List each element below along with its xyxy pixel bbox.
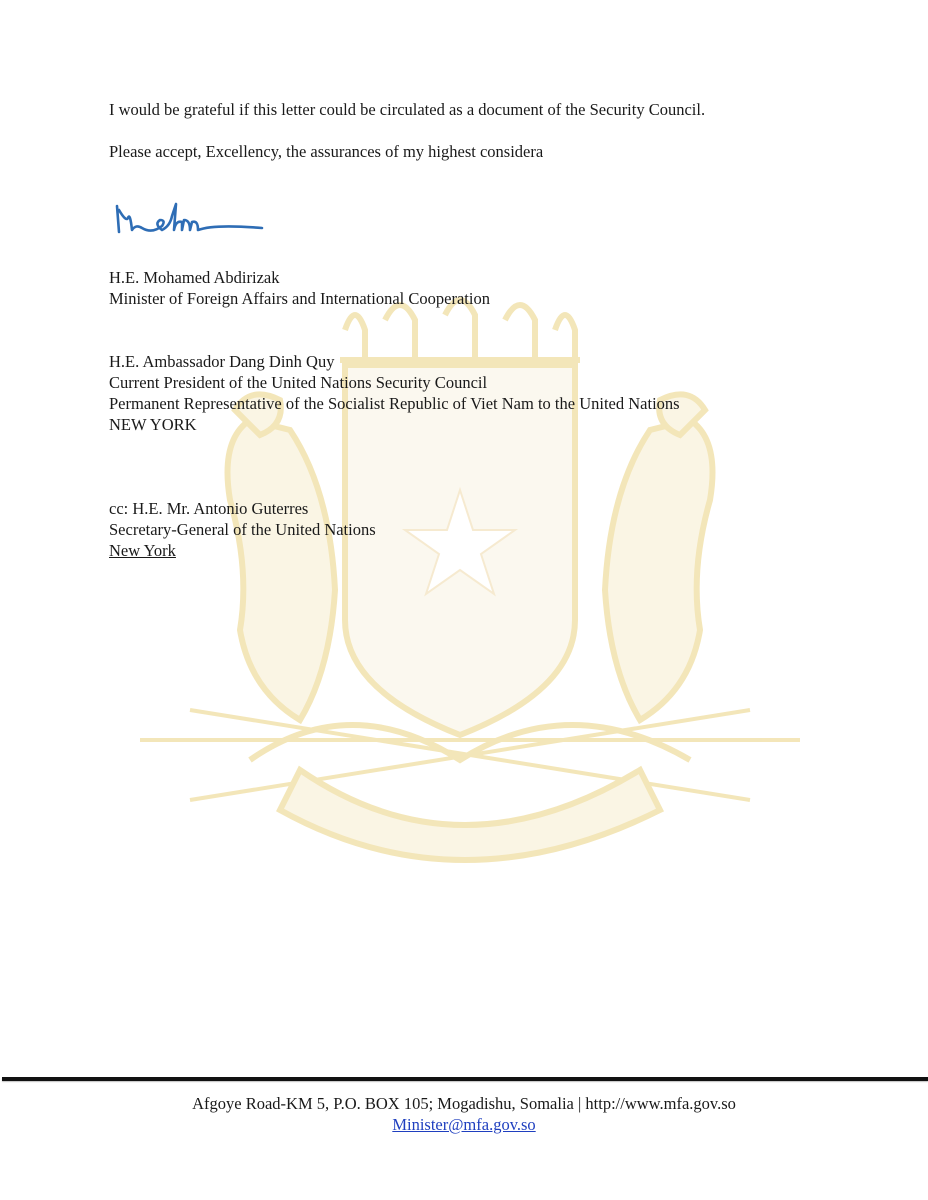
closing-courtesy: Please accept, Excellency, the assurances of my highest considera (109, 142, 544, 161)
recipient-name: H.E. Ambassador Dang Dinh Quy (109, 352, 335, 371)
sender-name: H.E. Mohamed Abdirizak (109, 268, 280, 287)
closing-request: I would be grateful if this letter could be circulated as a document of the Security Council. (109, 100, 706, 119)
cc-title: Secretary-General of the United Nations (109, 520, 376, 539)
cc-city: New York (109, 541, 176, 560)
footer-email-link[interactable]: Minister@mfa.gov.so (392, 1115, 536, 1134)
signature-icon (114, 200, 264, 240)
recipient-title: Current President of the United Nations Security Council (109, 373, 488, 392)
footer-divider (2, 1077, 928, 1081)
cc-name: cc: H.E. Mr. Antonio Guterres (109, 499, 309, 518)
recipient-city: NEW YORK (109, 415, 197, 434)
letterhead-footer (0, 1093, 928, 1135)
footer-address: Afgoye Road-KM 5, P.O. BOX 105; Mogadishu, Somalia | http://www.mfa.gov.so (192, 1094, 736, 1113)
sender-title: Minister of Foreign Affairs and International Cooperation (109, 289, 490, 308)
recipient-role: Permanent Representative of the Socialist Republic of Viet Nam to the United Nations (109, 394, 680, 413)
